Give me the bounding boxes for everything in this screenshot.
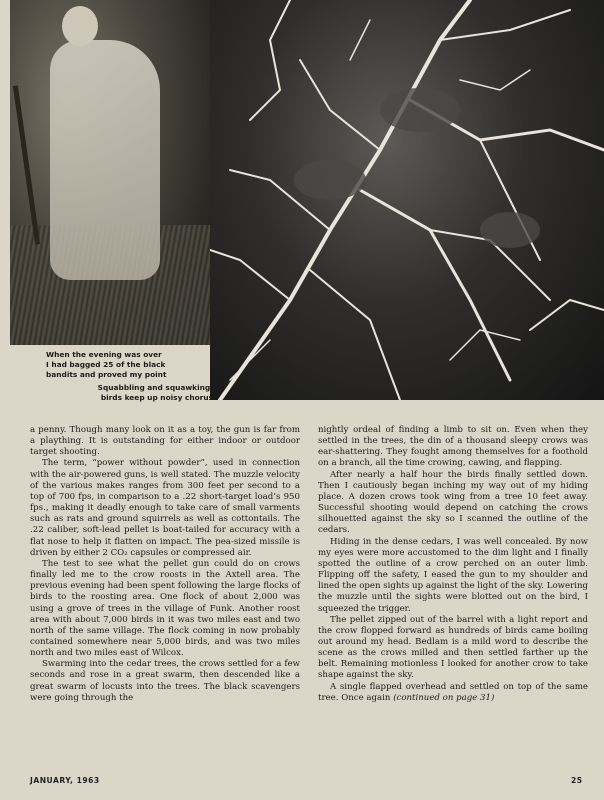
caption-crows-line1: Squabbling and squawking,: [97, 383, 213, 392]
paragraph: Swarming into the cedar trees, the crows settled for a few seconds and rose in a great swarm, then descended like a great swarm of locusts into the trees. The black scavengers were going through the: [30, 659, 300, 703]
caption-hunter-line3: bandits and proved my point: [46, 370, 167, 379]
issue-date: JANUARY, 1963: [30, 776, 100, 785]
paragraph: The term, “power without powder”, used in connection with the air-powered guns, is well stated. The muzzle velocity of the various makes ranges from 300 feet per second to a top of 700 fps, in comparison to a .22 short-target load’s 950 fps., making it deadly enough to take care of small varments such as rats and ground squirrels as well as cottontails. The .22 caliber, soft-lead pellet is boat-tailed for accuracy with a flat nose to help it flatten on impact. The pea-sized missile is driven by either 2 CO₂ capsules or compressed air.: [30, 458, 300, 558]
crows-photo: [210, 0, 604, 400]
caption-crows-line2: birds keep up noisy chorus: [100, 393, 213, 402]
paragraph: a penny. Though many look on it as a toy, the gun is far from a plaything. It is outstanding for either indoor or outdoor target shooting.: [30, 425, 300, 458]
hunter-head: [62, 6, 98, 46]
article-column-right: [318, 425, 588, 704]
caption-hunter: [46, 350, 211, 380]
hunter-photo: [10, 0, 210, 345]
paragraph: Hiding in the dense cedars, I was well concealed. By now my eyes were more accustomed to the dim light and I finally spotted the outline of a crow perched on an outer limb. Flipping off the safety, I eased the gun to my shoulder and lined the open sights up against the light of the sky. Lowering the muzzle until the sights were blotted out on the bird, I squeezed the trigger.: [318, 536, 588, 614]
page-number: 25: [571, 776, 583, 785]
article-column-left: [30, 425, 300, 704]
rifle-shape: [13, 85, 40, 244]
paragraph-last: [318, 682, 588, 704]
caption-hunter-line1: When the evening was over: [46, 350, 162, 359]
caption-hunter-line2: I had bagged 25 of the black: [46, 360, 166, 369]
caption-crows: [93, 383, 213, 403]
branches-illustration: [210, 0, 604, 400]
paragraph: nightly ordeal of finding a limb to sit on. Even when they settled in the trees, the din of a thousand sleepy crows was ear-shattering. They fought among themselves for a foothold on a branch, all the time crowing, cawing, and flapping.: [318, 425, 588, 469]
paragraph: The pellet zipped out of the barrel with a light report and the crow flopped forward as hundreds of birds came boiling out around my head. Bedlam is a mild word to describe the scene as the crows milled and then settled farther up the belt. Remaining motionless I looked for another crow to take shape against the sky.: [318, 614, 588, 681]
hunter-figure: [50, 40, 160, 280]
last-sentence: A single flapped overhead and settled on top of the same tree. Once again: [318, 681, 588, 703]
continued-note: (continued on page 31): [393, 692, 495, 703]
paragraph: The test to see what the pellet gun could do on crows finally led me to the crow roosts in the Axtell area. The previous evening had been spent following the large flocks of birds to the roosting area. One flock of about 2,000 was using a grove of trees in the village of Funk. Another roost area with about 7,000 birds in it was two miles east and two north of the same village. The flock coming in now probably contained somewhere near 5,000 birds, and was two miles north and two miles east of Wilcox.: [30, 558, 300, 659]
paragraph: After nearly a half hour the birds finally settled down. Then I cautiously began inching my way out of my hiding place. A dozen crows took wing from a tree 10 feet away. Successful shooting would depend on catching the crows silhouetted against the sky so I scanned the outline of the cedars.: [318, 469, 588, 536]
